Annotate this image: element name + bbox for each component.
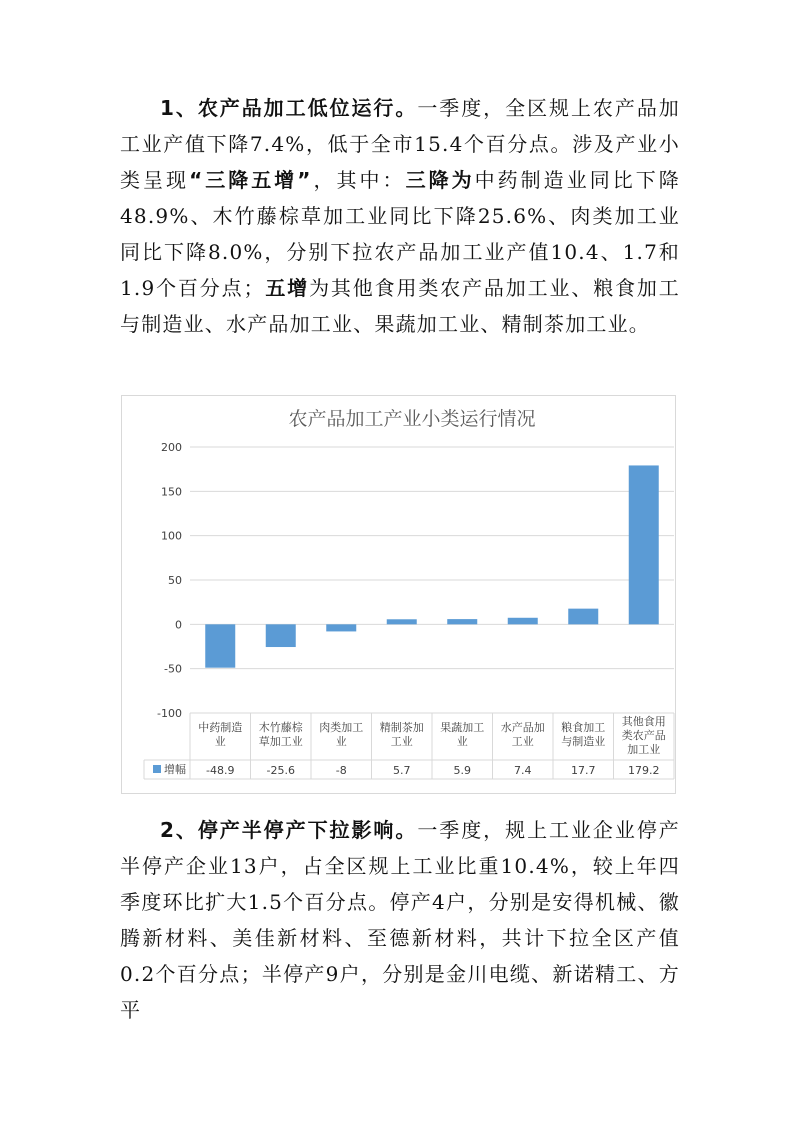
category-label: 与制造业 — [561, 735, 606, 748]
y-tick-label: -100 — [157, 707, 182, 720]
y-tick-label: 100 — [161, 529, 182, 543]
bar — [508, 618, 538, 625]
category-label: 业 — [214, 735, 226, 748]
bar — [266, 624, 296, 647]
legend-label: 增幅 — [164, 763, 186, 776]
y-tick-label: -50 — [164, 662, 182, 676]
bar — [326, 624, 356, 631]
category-label: 类农产品 — [621, 729, 666, 742]
data-label: 17.7 — [571, 764, 596, 777]
para1-text-a: 一季度，全区规上农产品加工业产值下降7.4%，低于全市15.4个百分点。涉及产业小类呈现 — [120, 96, 680, 192]
data-label: 179.2 — [628, 764, 660, 777]
category-label: 木竹藤棕 — [258, 721, 303, 734]
para1-text-c: 中药制造业同比下降48.9%、木竹藤棕草加工业同比下降25.6%、肉类加工业同比下降8.0%，分别下拉农产品加工业产值10.4、1.7和1.9个百分点； — [120, 168, 680, 300]
data-label: 5.7 — [393, 764, 411, 777]
category-label: 水产品加 — [500, 721, 545, 734]
paragraph-agri-processing — [120, 90, 680, 342]
y-tick-label: 50 — [168, 574, 182, 587]
bar — [205, 624, 235, 667]
para1-text-d: 为其他食用类农产品加工业、粮食加工与制造业、水产品加工业、果蔬加工业、精制茶加工业。 — [120, 276, 680, 336]
data-label: -25.6 — [266, 764, 295, 777]
category-label: 业 — [456, 735, 468, 748]
category-label: 其他食用 — [621, 715, 666, 728]
y-tick-label: 200 — [161, 441, 182, 454]
y-tick-label: 150 — [161, 485, 182, 499]
paragraph-shutdown-impact — [120, 812, 680, 1028]
category-label: 工业 — [511, 735, 534, 748]
data-label: -48.9 — [206, 764, 235, 777]
category-label: 工业 — [390, 735, 413, 748]
category-label: 中药制造 — [198, 721, 243, 734]
bar-chart-panel — [121, 395, 676, 794]
category-label: 加工业 — [627, 743, 661, 756]
five-up-label: 五增 — [264, 276, 310, 300]
para1-text-b: ，其中： — [311, 168, 406, 192]
category-label: 肉类加工 — [319, 721, 364, 734]
category-label: 粮食加工 — [561, 721, 606, 734]
category-label: 果蔬加工 — [440, 721, 485, 734]
three-down-label: 三降为 — [405, 168, 475, 192]
bar — [568, 609, 598, 625]
legend-swatch — [153, 765, 161, 773]
bar-chart — [122, 396, 675, 793]
bar — [629, 465, 659, 624]
three-down-five-up-phrase: “三降五增” — [189, 168, 312, 192]
data-label: -8 — [335, 764, 347, 777]
data-label: 7.4 — [514, 764, 532, 777]
category-label: 草加工业 — [258, 735, 303, 748]
y-tick-label: 0 — [175, 618, 182, 632]
section-heading-2: 2、停产半停产下拉影响。 — [160, 818, 418, 842]
bar — [447, 619, 477, 624]
para2-text: 一季度，规上工业企业停产半停产企业13户，占全区规上工业比重10.4%，较上年四季度环比扩大1.5个百分点。停产4户，分别是安得机械、徽腾新材料、美佳新材料、至德新材料，共计下拉全区产值0.2个百分点；半停产9户，分别是金川电缆、新诺精工、方平 — [120, 818, 680, 1022]
section-heading-1: 1、农产品加工低位运行。 — [160, 96, 418, 120]
data-label: 5.9 — [453, 764, 471, 777]
chart-title: 农产品加工产业小类运行情况 — [288, 408, 536, 430]
bar — [387, 619, 417, 624]
category-label: 业 — [335, 735, 347, 748]
category-label: 精制茶加 — [379, 721, 424, 734]
